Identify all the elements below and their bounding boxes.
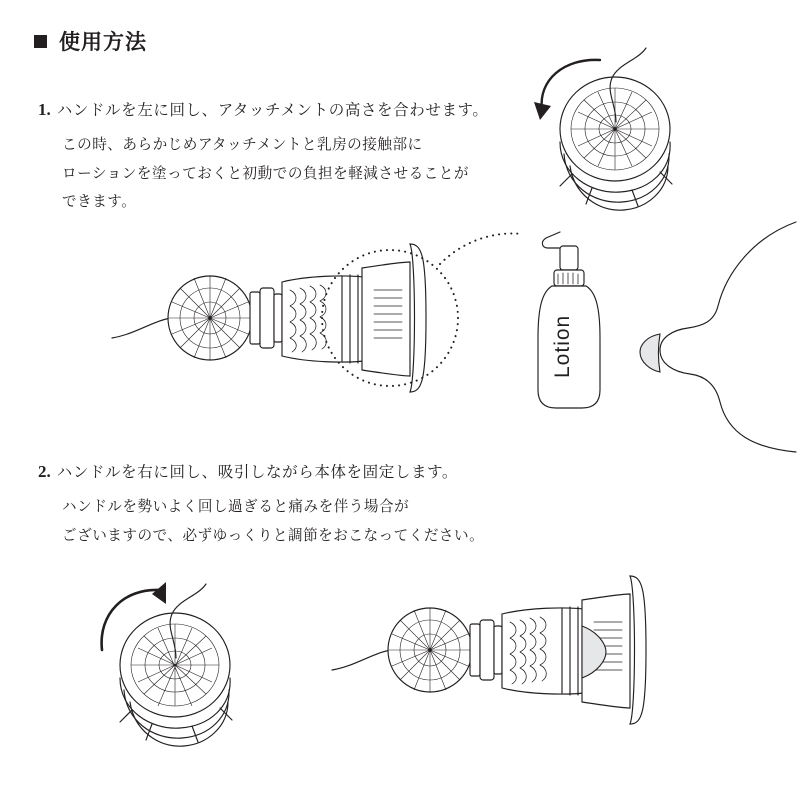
step-2-heading xyxy=(38,462,558,484)
step-1-heading xyxy=(38,100,558,122)
step-1-title: ハンドルを左に回し、アタッチメントの高さを合わせます。 xyxy=(56,102,489,119)
step-1-body-line: ローションを塗っておくと初動での負担を軽減させることが xyxy=(62,165,469,182)
handle-turn-left-illustration xyxy=(520,34,720,234)
step-2-title: ハンドルを右に回し、吸引しながら本体を固定します。 xyxy=(56,464,459,481)
step-2 xyxy=(38,462,558,550)
lotion-bottle-illustration xyxy=(520,228,630,428)
step-2-body xyxy=(62,493,558,550)
breast-contour-illustration xyxy=(620,222,800,452)
step-2-body-line: ございますので、必ずゆっくりと調節をおこなってください。 xyxy=(62,527,485,544)
device-side-view-illustration xyxy=(110,228,530,438)
page-title-text: 使用方法 xyxy=(59,31,147,54)
step-1-body xyxy=(62,131,558,216)
curved-arrow-counterclockwise-icon xyxy=(534,60,600,120)
step-1-number: 1. xyxy=(38,100,51,119)
step-2-number: 2. xyxy=(38,462,51,481)
device-attached-illustration xyxy=(330,560,730,770)
page-title xyxy=(34,26,147,56)
step-1-body-line: できます。 xyxy=(62,194,137,211)
step-1-body-line: この時、あらかじめアタッチメントと乳房の接触部に xyxy=(62,137,423,154)
step-2-body-line: ハンドルを勢いよく回し過ぎると痛みを伴う場合が xyxy=(62,499,410,516)
step-1 xyxy=(38,100,558,217)
filled-square-bullet-icon xyxy=(34,35,47,48)
dotted-leader-line-icon xyxy=(440,233,522,264)
handle-turn-right-illustration xyxy=(80,560,290,760)
lotion-label-text: Lotion xyxy=(551,314,574,378)
